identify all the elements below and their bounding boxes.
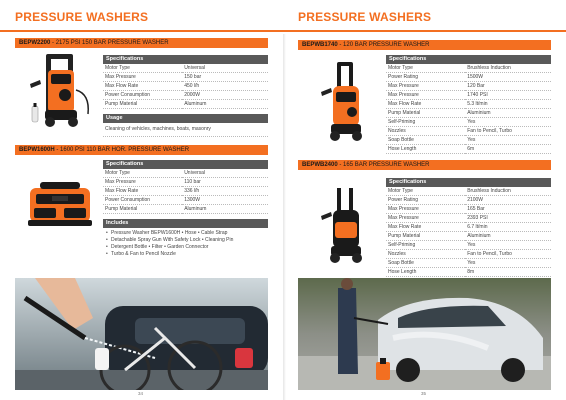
spec-value: 2000W xyxy=(182,91,268,100)
spec-row xyxy=(386,100,551,109)
spec-row xyxy=(103,73,268,82)
left-page-header xyxy=(0,0,283,34)
spec-value: 6.7 lt/min xyxy=(465,223,551,232)
spec-rows xyxy=(386,187,551,277)
spec-label: Self-Priming xyxy=(386,118,465,127)
spec-row xyxy=(386,259,551,268)
spec-row xyxy=(386,136,551,145)
includes-header: Includes xyxy=(103,219,268,228)
spec-label: Pump Material xyxy=(386,232,465,241)
pressure-washer-upright-image xyxy=(18,50,98,136)
spec-rows xyxy=(103,169,268,214)
spec-label: Max Pressure xyxy=(386,214,465,223)
spec-table-bepw2200 xyxy=(103,55,268,137)
spec-value: Universal xyxy=(182,169,268,178)
spec-row xyxy=(103,91,268,100)
spec-row xyxy=(386,205,551,214)
spec-label: Hose Length xyxy=(386,268,465,277)
usage-text: Cleaning of vehicles, machines, boats, masonry xyxy=(103,123,268,137)
spec-row xyxy=(386,187,551,196)
spec-row xyxy=(386,232,551,241)
product-sep: - xyxy=(337,162,344,168)
spec-label: Pump Material xyxy=(103,205,182,214)
spec-value: 1740 PSI xyxy=(465,91,551,100)
spec-label: Self-Priming xyxy=(386,241,465,250)
spec-value: 150 bar xyxy=(182,73,268,82)
spec-row xyxy=(386,118,551,127)
spec-label: Soap Bottle xyxy=(386,136,465,145)
spec-value: 165 Bar xyxy=(465,205,551,214)
spec-row xyxy=(386,250,551,259)
spec-value: 1500W xyxy=(465,73,551,82)
spec-value: 336 l/h xyxy=(182,187,268,196)
includes-item: • Pressure Washer BEPW1600H • Hose • Cable Strap xyxy=(111,230,268,237)
product-code: BEPW1600H xyxy=(19,147,55,153)
spec-label: Max Pressure xyxy=(103,73,182,82)
spec-row xyxy=(386,214,551,223)
spec-value: Aluminium xyxy=(465,232,551,241)
spec-label: Power Rating xyxy=(386,196,465,205)
spec-row xyxy=(103,205,268,214)
spec-value: 1300W xyxy=(182,196,268,205)
product-desc: 165 BAR PRESSURE WASHER xyxy=(343,162,430,168)
spec-row xyxy=(103,169,268,178)
spec-table-bepwb1740 xyxy=(386,55,551,154)
spec-value: Brushless Induction xyxy=(465,187,551,196)
spec-row xyxy=(386,64,551,73)
right-header-rule xyxy=(283,30,566,32)
spec-label: Soap Bottle xyxy=(386,259,465,268)
spec-value: Fan to Pencil, Turbo xyxy=(465,127,551,136)
spec-label: Max Flow Rate xyxy=(386,223,465,232)
spec-header: Specifications xyxy=(103,55,268,64)
spec-label: Nozzles xyxy=(386,127,465,136)
left-page-title: PRESSURE WASHERS xyxy=(15,10,149,24)
spec-row xyxy=(386,241,551,250)
spec-row xyxy=(103,178,268,187)
product-sep: - xyxy=(54,147,61,153)
product-bar-bepw1600h xyxy=(15,145,268,155)
spec-label: Motor Type xyxy=(103,64,182,73)
spec-row xyxy=(386,73,551,82)
spec-label: Pump Material xyxy=(386,109,465,118)
spec-label: Max Flow Rate xyxy=(386,100,465,109)
product-code: BEPWB2400 xyxy=(302,162,338,168)
car-wash-photo xyxy=(298,278,551,390)
spec-label: Power Rating xyxy=(386,73,465,82)
spec-row xyxy=(103,187,268,196)
spec-header: Specifications xyxy=(103,160,268,169)
spec-row xyxy=(103,82,268,91)
spec-row xyxy=(103,64,268,73)
spec-label: Max Flow Rate xyxy=(103,187,182,196)
product-desc: 2175 PSI 150 BAR PRESSURE WASHER xyxy=(55,40,169,46)
spec-label: Max Pressure xyxy=(386,205,465,214)
spec-value: Universal xyxy=(182,64,268,73)
spec-header: Specifications xyxy=(386,55,551,64)
product-sep: - xyxy=(337,42,344,48)
product-code: BEPWB1740 xyxy=(302,42,338,48)
right-page-number: 35 xyxy=(421,391,427,396)
spec-row xyxy=(103,100,268,109)
spec-value: Yes xyxy=(465,118,551,127)
product-bar-bepwb2400 xyxy=(298,160,551,170)
spec-row xyxy=(386,109,551,118)
includes-list xyxy=(103,230,268,258)
includes-item: • Detachable Spray Gun With Safety Lock • Cleaning Pin xyxy=(111,237,268,244)
spec-value: Aluminium xyxy=(465,109,551,118)
spec-row xyxy=(103,196,268,205)
spec-row xyxy=(386,91,551,100)
spec-value: 5.3 lt/min xyxy=(465,100,551,109)
spec-value: 120 Bar xyxy=(465,82,551,91)
spec-value: Brushless Induction xyxy=(465,64,551,73)
spec-row xyxy=(386,82,551,91)
spec-label: Max Pressure xyxy=(386,91,465,100)
product-desc: 120 BAR PRESSURE WASHER xyxy=(343,42,430,48)
pressure-washer-upright-image xyxy=(313,188,373,268)
spec-value: Yes xyxy=(465,136,551,145)
spec-row xyxy=(386,223,551,232)
spec-value: 6m xyxy=(465,145,551,154)
spec-row xyxy=(386,127,551,136)
includes-item: • Turbo & Fan to Pencil Nozzle xyxy=(111,251,268,258)
spec-label: Motor Type xyxy=(386,64,465,73)
pressure-washer-upright-image xyxy=(313,62,373,146)
right-page xyxy=(283,0,566,400)
spec-label: Nozzles xyxy=(386,250,465,259)
spec-row xyxy=(386,196,551,205)
spec-value: 110 bar xyxy=(182,178,268,187)
product-sep: - xyxy=(50,40,56,46)
right-page-title: PRESSURE WASHERS xyxy=(298,10,432,24)
spec-value: Aluminum xyxy=(182,100,268,109)
spec-table-bepw1600h xyxy=(103,160,268,258)
spec-label: Max Pressure xyxy=(386,82,465,91)
left-header-rule xyxy=(0,30,283,32)
spec-label: Hose Length xyxy=(386,145,465,154)
spec-header: Specifications xyxy=(386,178,551,187)
includes-item: • Detergent Bottle • Filter • Garden Connector xyxy=(111,244,268,251)
spec-value: 450 l/h xyxy=(182,82,268,91)
spec-value: 2100W xyxy=(465,196,551,205)
product-bar-bepwb1740 xyxy=(298,40,551,50)
spec-label: Max Pressure xyxy=(103,178,182,187)
spec-value: 2393 PSI xyxy=(465,214,551,223)
spec-label: Power Consumption xyxy=(103,196,182,205)
spec-value: 8m xyxy=(465,268,551,277)
pressure-washer-horizontal-image xyxy=(24,178,96,234)
spec-label: Pump Material xyxy=(103,100,182,109)
bicycle-wash-photo xyxy=(15,278,268,390)
spec-label: Motor Type xyxy=(103,169,182,178)
spec-row xyxy=(386,145,551,154)
spec-value: Aluminum xyxy=(182,205,268,214)
spec-label: Motor Type xyxy=(386,187,465,196)
product-desc: 1600 PSI 110 BAR HOR. PRESSURE WASHER xyxy=(60,147,190,153)
spec-value: Yes xyxy=(465,241,551,250)
product-code: BEPW2200 xyxy=(19,40,51,46)
right-page-header xyxy=(283,0,566,34)
spec-table-bepwb2400 xyxy=(386,178,551,277)
usage-header: Usage xyxy=(103,114,268,123)
spec-label: Max Flow Rate xyxy=(103,82,182,91)
spec-label: Power Consumption xyxy=(103,91,182,100)
spec-rows xyxy=(103,64,268,109)
spec-value: Fan to Pencil, Turbo xyxy=(465,250,551,259)
spec-value: Yes xyxy=(465,259,551,268)
spec-rows xyxy=(386,64,551,154)
spec-row xyxy=(386,268,551,277)
product-bar-bepw2200 xyxy=(15,38,268,48)
left-page-number: 34 xyxy=(138,391,144,396)
